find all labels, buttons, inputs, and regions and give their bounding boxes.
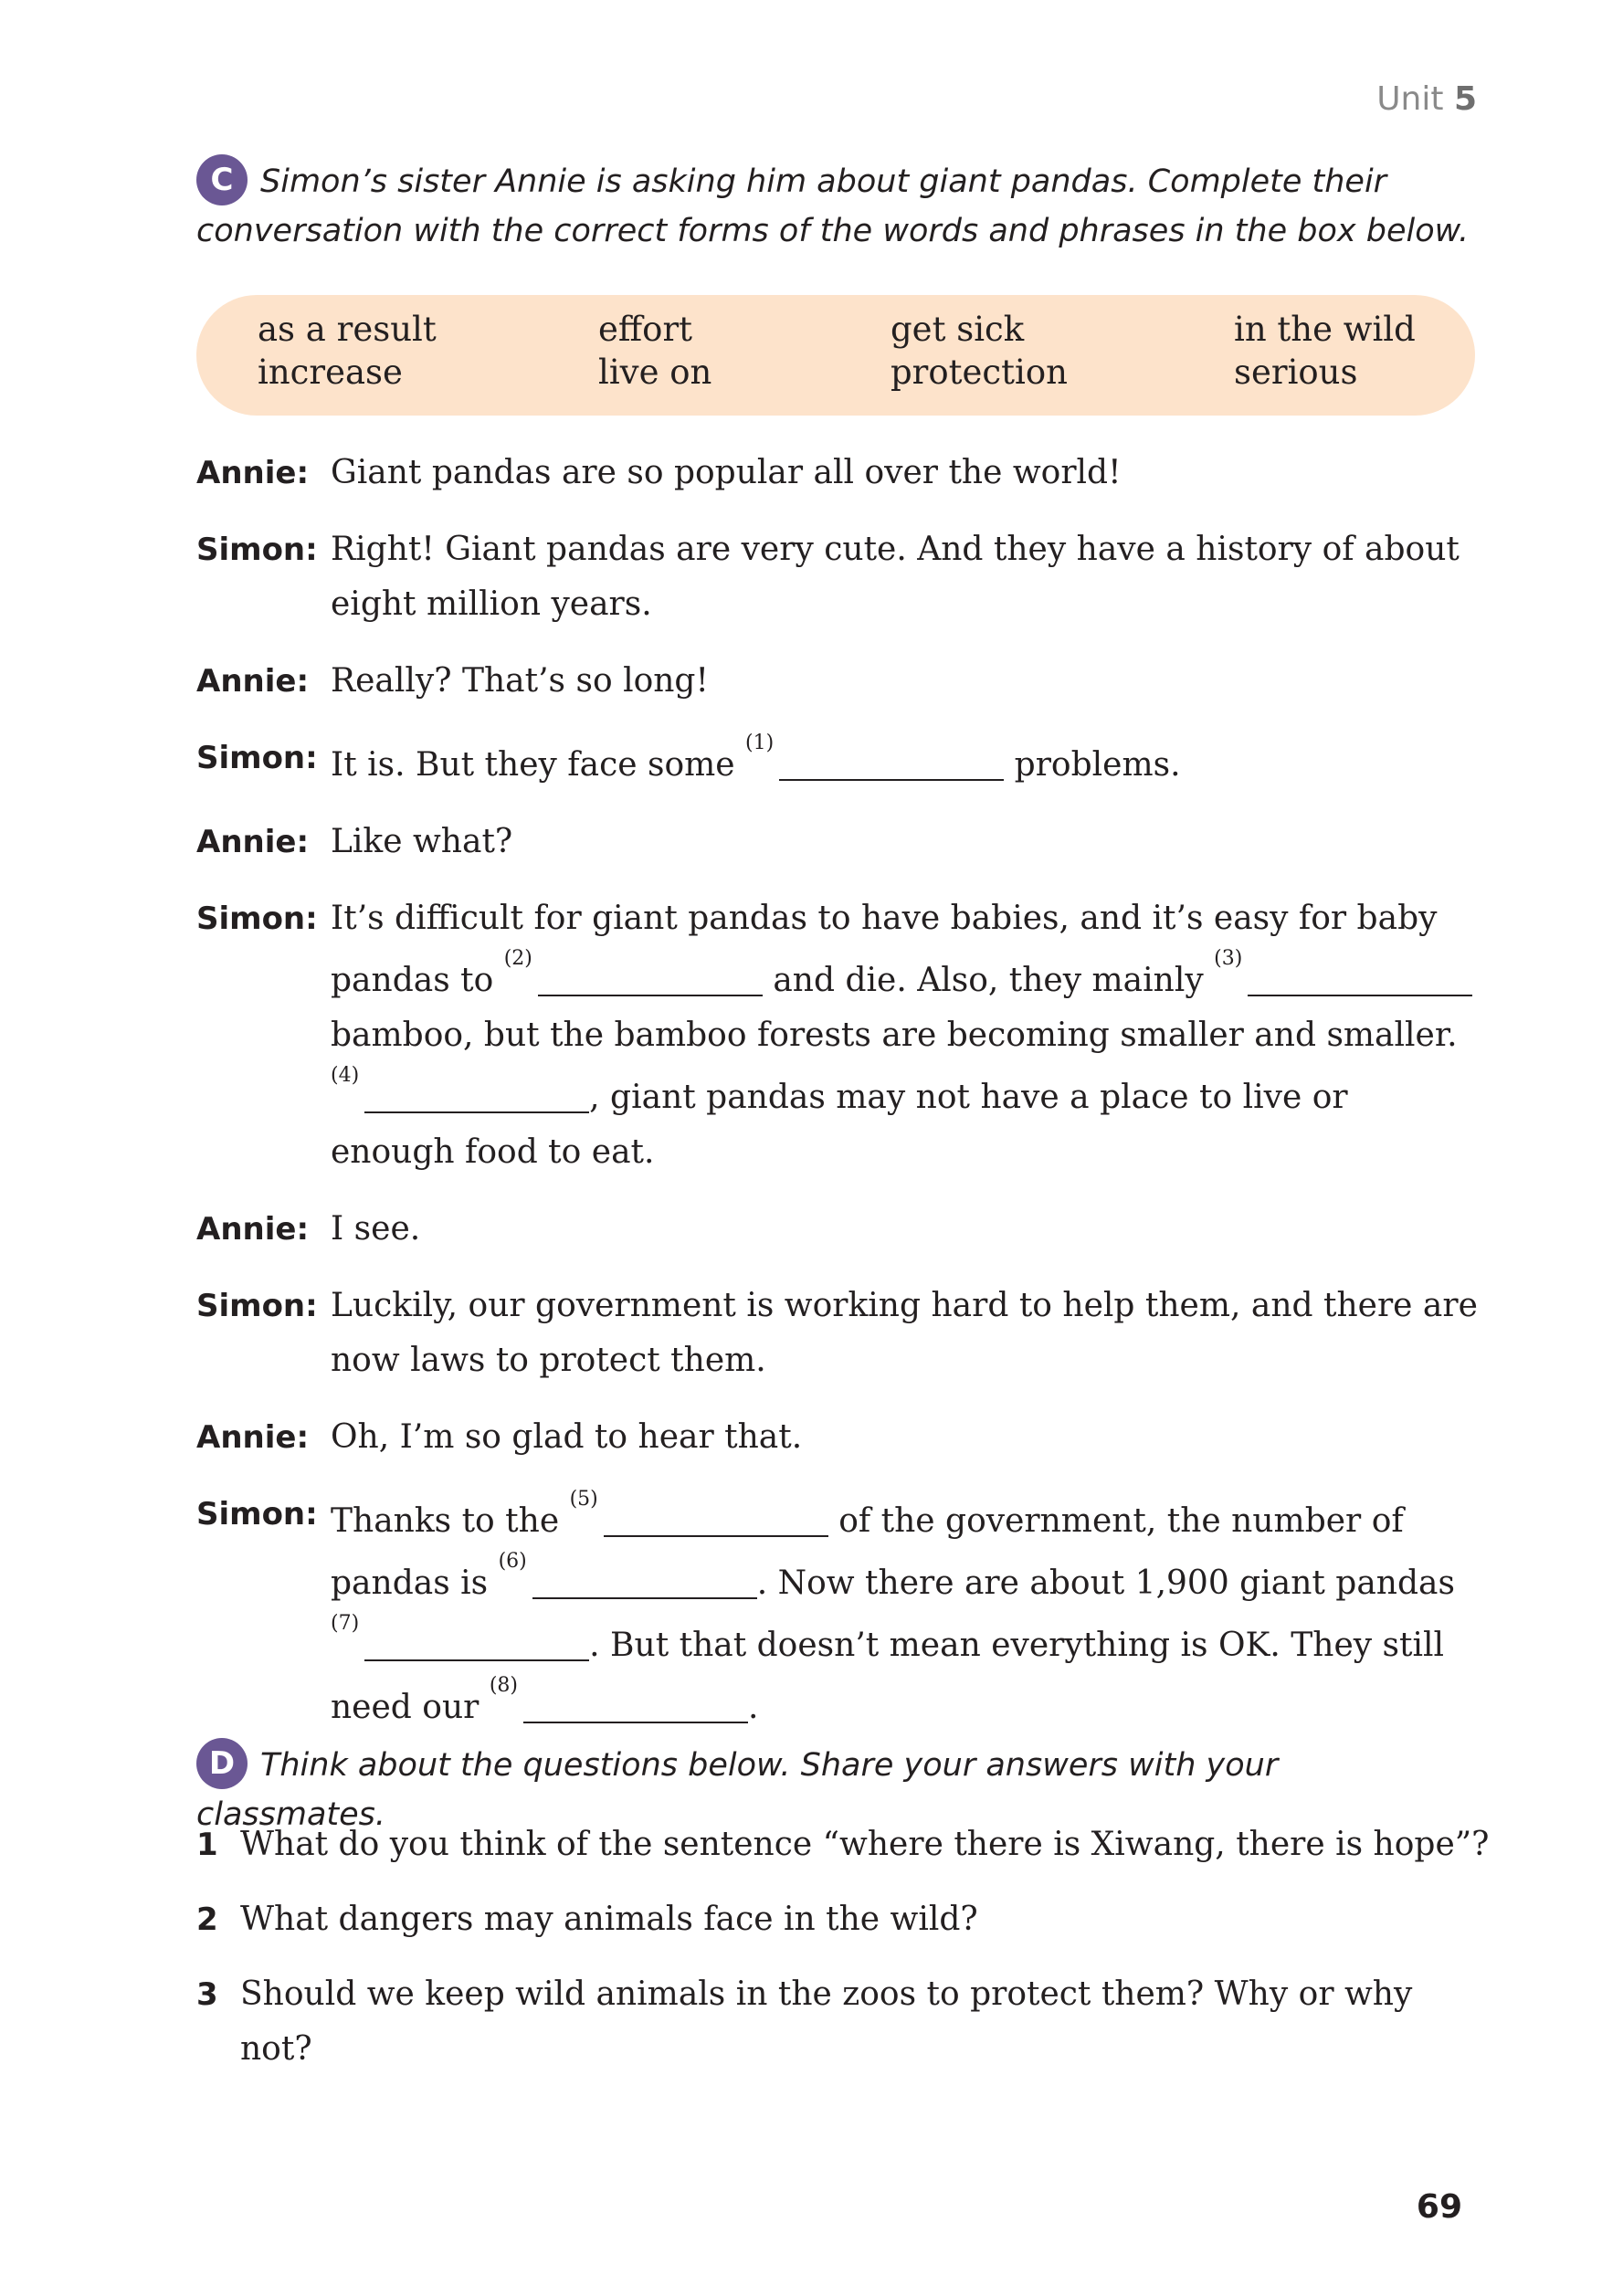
blank-number: (8) — [489, 1674, 518, 1697]
question-number: 2 — [196, 1901, 218, 1938]
word-box-item: live on — [598, 353, 712, 392]
text-segment: . Now there are about 1,900 giant pandas — [756, 1564, 1455, 1602]
question-item — [196, 1967, 1493, 2077]
word-box-item: in the wild — [1234, 310, 1416, 349]
unit-label: Unit — [1376, 80, 1444, 118]
dialogue-text: I see. — [331, 1210, 421, 1248]
answer-blank-2[interactable] — [538, 958, 763, 996]
blank-number: (5) — [569, 1488, 598, 1511]
answer-blank-1[interactable] — [779, 743, 1004, 781]
speaker-name: Simon: — [196, 900, 318, 937]
section-d-instruction-text: Think about the questions below. Share your answers with your classmates. — [196, 1747, 1279, 1833]
text-segment: . — [747, 1689, 759, 1726]
word-box — [196, 295, 1475, 416]
dialogue-line — [196, 731, 1484, 793]
question-number: 3 — [196, 1976, 218, 2013]
page-number: 69 — [1416, 2188, 1462, 2226]
question-number: 1 — [196, 1827, 218, 1863]
dialogue-text: Luckily, our government is working hard to help them, and there are now laws to protect them. — [331, 1287, 1478, 1379]
word-box-item: as a result — [258, 310, 437, 349]
speaker-name: Annie: — [196, 455, 310, 491]
speaker-name: Annie: — [196, 663, 310, 700]
blank-number: (2) — [503, 947, 532, 970]
answer-blank-8[interactable] — [523, 1685, 748, 1723]
dialogue-line — [196, 654, 1484, 709]
text-segment: Thanks to the — [331, 1502, 560, 1540]
dialogue-text — [331, 731, 1481, 793]
dialogue-text — [331, 891, 1481, 1180]
blank-number: (1) — [745, 732, 775, 754]
dialogue-line — [196, 1410, 1484, 1465]
text-segment: and die. Also, they mainly — [773, 962, 1204, 999]
question-text: What do you think of the sentence “where there is Xiwang, there is hope”? — [240, 1826, 1490, 1863]
dialogue-line — [196, 522, 1484, 632]
speaker-name: Simon: — [196, 1288, 318, 1324]
dialogue-line — [196, 1279, 1484, 1388]
question-list — [196, 1817, 1493, 2097]
question-item — [196, 1817, 1493, 1872]
dialogue-line — [196, 1202, 1484, 1257]
text-segment: It’s difficult for giant pandas to have babies, and it’s easy for baby pandas to — [331, 900, 1438, 999]
dialogue-text: Right! Giant pandas are very cute. And they have a history of about eight million years. — [331, 531, 1460, 623]
dialogue — [196, 446, 1484, 1757]
dialogue-line — [196, 815, 1484, 869]
dialogue-line — [196, 891, 1484, 1180]
section-d-badge: D — [196, 1738, 248, 1789]
section-c-instruction-text: Simon’s sister Annie is asking him about giant pandas. Complete their conversation with the correct forms of the words and phrases in the box below. — [196, 163, 1470, 249]
blank-number: (7) — [331, 1612, 360, 1635]
word-box-item: get sick — [891, 310, 1025, 349]
word-box-item: serious — [1234, 353, 1358, 392]
speaker-name: Simon: — [196, 740, 318, 776]
text-segment: bamboo, but the bamboo forests are becoming smaller and smaller. — [331, 1016, 1458, 1054]
speaker-name: Annie: — [196, 1419, 310, 1456]
question-text: Should we keep wild animals in the zoos to protect them? Why or why not? — [240, 1975, 1413, 2068]
answer-blank-3[interactable] — [1248, 958, 1472, 996]
speaker-name: Simon: — [196, 1496, 318, 1532]
word-box-item: effort — [598, 310, 693, 349]
text-segment: . But that doesn’t mean everything is OK. They still need our — [331, 1627, 1445, 1726]
answer-blank-7[interactable] — [364, 1623, 589, 1661]
dialogue-text: Like what? — [331, 823, 513, 860]
dialogue-text — [331, 1487, 1481, 1735]
question-text: What dangers may animals face in the wild? — [240, 1901, 978, 1938]
section-c-instruction — [196, 157, 1475, 254]
blank-number: (6) — [498, 1550, 527, 1573]
answer-blank-4[interactable] — [364, 1075, 589, 1113]
dialogue-text: Giant pandas are so popular all over the world! — [331, 454, 1122, 491]
text-segment: problems. — [1014, 746, 1181, 784]
blank-number: (4) — [331, 1064, 360, 1087]
answer-blank-5[interactable] — [604, 1499, 828, 1537]
word-box-item: protection — [891, 353, 1068, 392]
speaker-name: Simon: — [196, 532, 318, 568]
answer-blank-6[interactable] — [532, 1561, 757, 1599]
blank-number: (3) — [1214, 947, 1243, 970]
text-segment: of the government, the number of pandas is — [331, 1502, 1404, 1602]
speaker-name: Annie: — [196, 1211, 310, 1248]
unit-number: 5 — [1453, 80, 1477, 118]
dialogue-line — [196, 446, 1484, 500]
section-c-badge: C — [196, 154, 248, 205]
question-item — [196, 1892, 1493, 1947]
word-box-item: increase — [258, 353, 403, 392]
text-segment: , giant pandas may not have a place to live or enough food to eat. — [331, 1079, 1348, 1171]
dialogue-text: Really? That’s so long! — [331, 662, 709, 700]
dialogue-text: Oh, I’m so glad to hear that. — [331, 1418, 803, 1456]
unit-header — [1376, 80, 1477, 118]
speaker-name: Annie: — [196, 824, 310, 860]
dialogue-line — [196, 1487, 1484, 1735]
text-segment: It is. But they face some — [331, 746, 735, 784]
